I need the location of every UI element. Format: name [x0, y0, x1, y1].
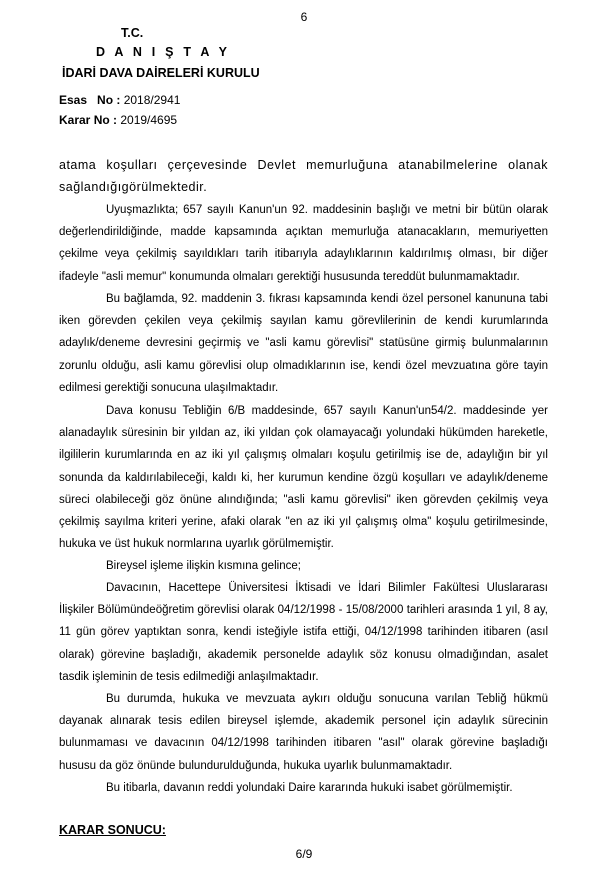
paragraph-3: Bu bağlamda, 92. maddenin 3. fıkrası kapsamında kendi özel personel kanununa tabi iken görevden çekilen veya çekilmiş sayılan kamu görevlilerinin de kendi kurumlarında adaylık/deneme devresini geçirmiş ve "asli kamu görevlisi" statüsüne girmiş bulunmalarının zorunlu olduğu, asli kamu görevlisi olup olmadıklarının ise, kendi özel mevzuatına göre tayin edilmesi gerektiği sonucuna ulaşılmaktadır. — [59, 293, 548, 394]
decision-number-label: Karar No : — [59, 113, 118, 127]
paragraph-2: Uyuşmazlıkta; 657 sayılı Kanun'un 92. maddesinin başlığı ve metni bir bütün olarak değerlendirildiğinde, madde kapsamında açıktan memurluğa atanacakların, memuriyetten çekilme veya çekilmiş sayıldıkları tarih itibarıyla adaylıklarının kaldırılmış olması, bir diğer ifadeyle "asli memur" konumunda olmaları gerektiği hususunda tereddüt bulunmamaktadır. — [59, 204, 548, 283]
decision-number-value: 2019/4695 — [117, 113, 178, 127]
paragraph-4: Dava konusu Tebliğin 6/B maddesinde, 657 sayılı Kanun'un54/2. maddesinde yer alanadaylık süresinin bir yıldan az, iki yıldan çok olamayacağı yolundaki hükümden hareketle, ilgililerin kurumlarında en az iki yıl çalışmış olmaları koşulu getirilmiş ise de, adaylığın bir yıl sonunda da kaldırılabileceği, kaldı ki, her kurumun kendine özgü koşulları ve adaylık/deneme süreci olabileceği göz önüne alındığında; "asli kamu görevlisi" iken görevden çekilmiş veya çekilmiş sayılma kriteri yerine, afaki olarak "en az iki yıl çalışmış olma" koşulu getirilmesinde, hukuka ve üst hukuk normlarına uyarlık görülmemiştir. — [59, 405, 548, 551]
header-board-name: İDARİ DAVA DAİRELERİ KURULU — [62, 66, 260, 80]
header-court-name: D A N I Ş T A Y — [96, 45, 231, 59]
case-number-row — [59, 93, 180, 107]
page-number-bottom: 6/9 — [295, 847, 313, 861]
paragraph-5: Bireysel işleme ilişkin kısmına gelince; — [106, 560, 301, 572]
page-number-top: 6 — [300, 10, 308, 24]
header-tc: T.C. — [121, 26, 144, 40]
paragraph-6: Davacının, Hacettepe Üniversitesi İktisadi ve İdari Bilimler Fakültesi Uluslararası İlişkiler Bölümündeöğretim görevlisi olarak 04/12/1998 - 15/08/2000 tarihleri arasında 1 yıl, 8 ay, 11 gün görev yaptıktan sonra, kendi isteğiyle istifa ettiği, 04/12/1998 tarihinden itibaren (asıl olarak) görevine başladığı, akademik personelde adaylık söz konusu olmadığından, asalet tasdik işleminin de tesis edilmediği anlaşılmaktadır. — [59, 582, 548, 683]
section-heading: KARAR SONUCU: — [59, 823, 166, 837]
paragraph-1: atama koşulları çerçevesinde Devlet memurluğuna atanabilmelerine olanak sağlandığıgörülmektedir. — [59, 158, 548, 195]
decision-number-row — [59, 113, 177, 127]
case-number-label: Esas No : — [59, 93, 121, 107]
paragraph-8: Bu itibarla, davanın reddi yolundaki Daire kararında hukuki isabet görülmemiştir. — [106, 782, 513, 794]
case-number-value: 2018/2941 — [120, 93, 181, 107]
paragraph-7: Bu durumda, hukuka ve mevzuata aykırı olduğu sonucuna varılan Tebliğ hükmü dayanak alınarak tesis edilen bireysel işlemde, akademik personel için adaylık sürecinin bulunmaması ve davacının 04/12/1998 tarihinden itibaren "asıl" olarak görevine başladığı hususu da göz önünde bulundurulduğunda, hukuka uyarlık bulunmamaktadır. — [59, 693, 548, 772]
